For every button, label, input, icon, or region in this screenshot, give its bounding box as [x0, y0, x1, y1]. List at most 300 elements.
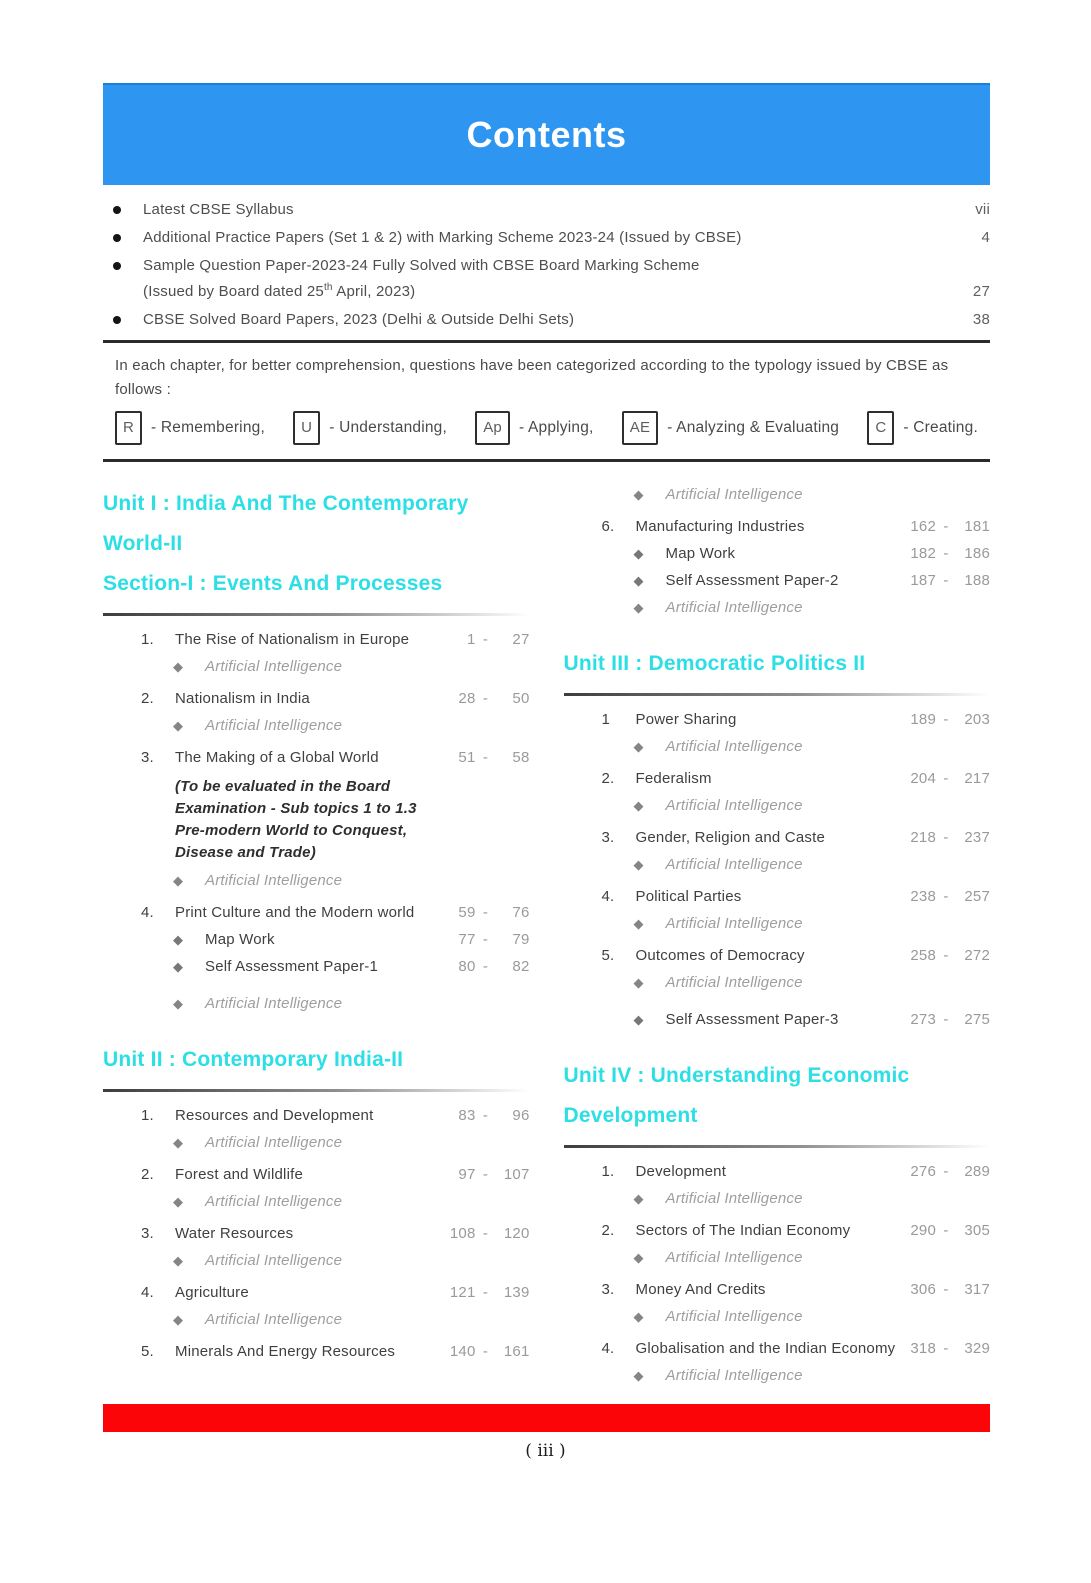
page-to: 96	[512, 1107, 530, 1124]
chapter-title: Agriculture	[175, 1284, 249, 1301]
chapter-number: 1.	[601, 1163, 615, 1180]
diamond-icon: ◆	[173, 959, 184, 974]
front-matter-line	[143, 277, 960, 303]
typology-text: In each chapter, for better comprehension, questions have been categorized according to the typology issued by CBSE as follows :	[115, 357, 949, 398]
page-to: 188	[964, 572, 990, 589]
page-from: 1	[466, 631, 476, 648]
page-to: 50	[512, 690, 530, 707]
unit-heading-line: Section-I : Events And Processes	[103, 572, 443, 595]
page-from: 187	[910, 572, 936, 589]
page-from: 97	[458, 1166, 476, 1183]
front-matter-line	[143, 227, 960, 249]
typology-item	[475, 411, 593, 445]
diamond-icon: ◆	[633, 975, 644, 990]
ai-label: Artificial Intelligence	[205, 995, 343, 1012]
page-range	[902, 710, 990, 730]
toc-chapter-row	[564, 769, 991, 789]
chapter-number: 4.	[141, 1284, 154, 1301]
page-to: 107	[503, 1166, 530, 1183]
typology-item	[622, 411, 839, 445]
unit-section	[564, 644, 991, 696]
page-range-dash: -	[943, 1340, 949, 1357]
diamond-icon: ◆	[173, 996, 184, 1011]
page-number: vii	[975, 201, 990, 218]
page-range-dash: -	[482, 631, 489, 648]
page-range	[902, 1162, 990, 1182]
unit-section	[103, 1040, 530, 1092]
chapter-title: Manufacturing Industries	[635, 518, 805, 535]
page-range	[442, 748, 530, 768]
contents-title: Contents	[466, 114, 627, 155]
toc-chapter-row	[103, 630, 530, 650]
diamond-icon: ◆	[633, 739, 644, 754]
diamond-icon: ◆	[173, 659, 184, 674]
chapter-title: Water Resources	[175, 1225, 294, 1242]
page-from: 108	[449, 1225, 476, 1242]
front-matter-text: CBSE Solved Board Papers, 2023 (Delhi & Outside Delhi Sets)	[143, 311, 575, 328]
page-range	[902, 571, 990, 591]
page-range	[902, 828, 990, 848]
page-from: 121	[449, 1284, 476, 1301]
diamond-icon: ◆	[633, 600, 644, 615]
front-matter-line	[143, 199, 960, 221]
page-to: 275	[964, 1011, 990, 1028]
page-number: 38	[972, 311, 990, 328]
unit-heading-line: Unit II : Contemporary India-II	[103, 1048, 404, 1071]
folio-page-number: ( iii )	[525, 1441, 566, 1461]
diamond-icon: ◆	[633, 916, 644, 931]
page-range	[902, 1010, 990, 1030]
page-range	[442, 957, 530, 977]
chapter-title: Power Sharing	[635, 711, 737, 728]
front-matter-list	[103, 199, 990, 331]
page-from: 290	[910, 1222, 936, 1239]
ai-label: Artificial Intelligence	[205, 1311, 343, 1328]
toc-sub-row	[564, 544, 991, 564]
front-matter-item	[103, 227, 990, 249]
diamond-icon: ◆	[633, 1012, 644, 1027]
typology-code-box: R	[115, 411, 142, 445]
page-from: 318	[910, 1340, 936, 1357]
toc-ai-row	[564, 914, 991, 934]
page-range-dash: -	[943, 711, 949, 728]
page-range	[442, 1106, 530, 1126]
page-range	[442, 1283, 530, 1303]
toc-ai-row	[103, 716, 530, 736]
page-to: 305	[964, 1222, 990, 1239]
page-to: 161	[503, 1343, 530, 1360]
front-matter-line	[143, 255, 960, 277]
toc-chapter-row	[564, 1280, 991, 1300]
page-range	[902, 946, 990, 966]
red-divider-bar	[103, 1404, 990, 1432]
ai-label: Artificial Intelligence	[665, 1249, 803, 1266]
typology-code-box: AE	[622, 411, 658, 445]
page-from: 306	[910, 1281, 936, 1298]
page-from: 276	[910, 1163, 936, 1180]
toc-chapter-row	[564, 946, 991, 966]
contents-header	[103, 83, 990, 185]
page-range	[442, 630, 530, 650]
typology-legend	[115, 411, 978, 445]
chapter-number: 1	[601, 711, 611, 728]
chapter-title: Money And Credits	[635, 1281, 766, 1298]
page-range	[902, 1280, 990, 1300]
toc-chapter-row	[103, 903, 530, 923]
ai-label: Artificial Intelligence	[665, 1308, 803, 1325]
chapter-title: The Rise of Nationalism in Europe	[175, 631, 410, 648]
toc-ai-row	[564, 1189, 991, 1209]
front-matter-text: April, 2023)	[332, 283, 416, 300]
page-range	[442, 1342, 530, 1362]
ai-label: Artificial Intelligence	[665, 1367, 803, 1384]
page-to: 181	[964, 518, 990, 535]
toc-ai-row	[103, 657, 530, 677]
page-range-dash: -	[482, 690, 489, 707]
front-matter-label	[143, 227, 960, 249]
typology-code-box: Ap	[475, 411, 510, 445]
toc-sub-row	[564, 571, 991, 591]
page-range-dash: -	[943, 770, 949, 787]
page-range-dash: -	[943, 1222, 949, 1239]
page-to: 120	[503, 1225, 530, 1242]
diamond-icon: ◆	[173, 1194, 184, 1209]
page-number: 4	[981, 229, 990, 246]
front-matter-text: Additional Practice Papers (Set 1 & 2) with Marking Scheme 2023-24 (Issued by CBSE)	[143, 229, 742, 246]
page-to: 186	[964, 545, 990, 562]
page-number: 27	[972, 283, 990, 300]
page-range-dash: -	[943, 1163, 949, 1180]
toc-chapter-row	[564, 828, 991, 848]
page-range	[442, 903, 530, 923]
chapter-number: 3.	[601, 1281, 615, 1298]
front-matter-text: Sample Question Paper-2023-24 Fully Solved with CBSE Board Marking Scheme	[143, 257, 700, 274]
toc-sub-row	[103, 957, 530, 977]
toc-ai-row	[564, 598, 991, 618]
chapter-number: 3.	[141, 1225, 154, 1242]
chapter-number: 1.	[141, 631, 154, 648]
page-to: 217	[964, 770, 990, 787]
contents-page	[0, 83, 1091, 1432]
page-range-dash: -	[943, 518, 949, 535]
diamond-icon: ◆	[633, 1191, 644, 1206]
chapter-number: 1.	[141, 1107, 154, 1124]
typology-note	[103, 340, 990, 462]
toc-sub-row	[564, 1010, 991, 1030]
ai-label: Artificial Intelligence	[205, 717, 343, 734]
diamond-icon: ◆	[633, 487, 644, 502]
chapter-title: Globalisation and the Indian Economy	[635, 1340, 896, 1357]
toc-ai-row	[103, 871, 530, 891]
page-to: 317	[964, 1281, 990, 1298]
diamond-icon: ◆	[633, 798, 644, 813]
unit-heading-line: World-II	[103, 532, 183, 555]
diamond-icon: ◆	[633, 573, 644, 588]
page-from: 80	[458, 958, 476, 975]
page-to: 329	[964, 1340, 990, 1357]
chapter-number: 2.	[601, 1222, 615, 1239]
toc-ai-row	[103, 994, 530, 1014]
toc-ai-row	[103, 1251, 530, 1271]
page-range	[442, 689, 530, 709]
chapter-number: 2.	[141, 1166, 154, 1183]
page-from: 258	[910, 947, 936, 964]
page-from: 218	[910, 829, 936, 846]
page-from: 204	[910, 770, 936, 787]
chapter-title: Forest and Wildlife	[175, 1166, 304, 1183]
chapter-number: 5.	[141, 1343, 154, 1360]
diamond-icon: ◆	[173, 1312, 184, 1327]
unit-heading	[103, 484, 530, 604]
ai-label: Artificial Intelligence	[205, 1252, 343, 1269]
unit-divider	[103, 613, 530, 616]
bullet-icon	[113, 262, 121, 270]
typology-item-label: - Analyzing & Evaluating	[667, 419, 840, 436]
front-matter-item	[103, 255, 990, 303]
toc-chapter-row	[103, 1342, 530, 1362]
toc-chapter-row	[564, 1162, 991, 1182]
chapter-title: Minerals And Energy Resources	[175, 1343, 396, 1360]
ai-label: Artificial Intelligence	[205, 658, 343, 675]
page-from: 189	[910, 711, 936, 728]
page-to: 203	[964, 711, 990, 728]
ai-label: Artificial Intelligence	[665, 1190, 803, 1207]
page-to: 139	[503, 1284, 530, 1301]
ai-label: Artificial Intelligence	[665, 797, 803, 814]
superscript: th	[323, 282, 333, 293]
typology-code-box: U	[293, 411, 320, 445]
sub-item-title: Self Assessment Paper-2	[665, 572, 839, 589]
page-range	[442, 1165, 530, 1185]
toc-chapter-row	[564, 1339, 991, 1359]
page-range-dash: -	[482, 904, 489, 921]
toc-chapter-row	[103, 1106, 530, 1126]
page-from: 140	[449, 1343, 476, 1360]
page-range-dash: -	[943, 1281, 949, 1298]
toc-columns	[103, 478, 990, 1386]
toc-column-right	[564, 478, 991, 1386]
bullet-icon	[113, 206, 121, 214]
toc-ai-row	[564, 737, 991, 757]
page-range-dash: -	[943, 545, 949, 562]
page-from: 273	[910, 1011, 936, 1028]
page-range-dash: -	[482, 958, 489, 975]
chapter-note	[103, 776, 530, 864]
page-to: 58	[512, 749, 530, 766]
toc-chapter-row	[564, 710, 991, 730]
unit-heading	[103, 1040, 530, 1080]
diamond-icon: ◆	[173, 718, 184, 733]
diamond-icon: ◆	[633, 1309, 644, 1324]
typology-code-box: C	[867, 411, 894, 445]
chapter-note-text: (To be evaluated in the Board Examination - Sub topics 1 to 1.3 Pre-modern World to Conquest, Disease and Trade)	[175, 778, 417, 861]
chapter-title: Resources and Development	[175, 1107, 374, 1124]
front-matter-text: (Issued by Board dated 25	[143, 283, 324, 300]
page-from: 59	[458, 904, 476, 921]
page-range-dash: -	[482, 749, 489, 766]
ai-label: Artificial Intelligence	[665, 486, 803, 503]
ai-label: Artificial Intelligence	[665, 915, 803, 932]
page-from: 83	[458, 1107, 476, 1124]
front-matter-item	[103, 309, 990, 331]
front-matter-item	[103, 199, 990, 221]
chapter-number: 3.	[601, 829, 615, 846]
page-from: 28	[458, 690, 476, 707]
chapter-number: 4.	[141, 904, 154, 921]
bullet-icon	[113, 234, 121, 242]
ai-label: Artificial Intelligence	[665, 974, 803, 991]
page-from: 238	[910, 888, 936, 905]
sub-item-title: Map Work	[665, 545, 736, 562]
chapter-title: Political Parties	[635, 888, 742, 905]
page-range	[442, 930, 530, 950]
unit-heading-line: Unit IV : Understanding Economic	[563, 1064, 910, 1087]
page-range	[902, 544, 990, 564]
diamond-icon: ◆	[633, 546, 644, 561]
sub-item-title: Self Assessment Paper-1	[205, 958, 379, 975]
chapter-number: 4.	[601, 888, 615, 905]
page-to: 82	[512, 958, 530, 975]
page-to: 76	[512, 904, 530, 921]
page-range	[902, 1339, 990, 1359]
typology-item-label: - Creating.	[903, 419, 978, 436]
typology-item-label: - Remembering,	[151, 419, 265, 436]
toc-chapter-row	[564, 517, 991, 537]
chapter-number: 5.	[601, 947, 615, 964]
chapter-title: The Making of a Global World	[175, 749, 379, 766]
chapter-number: 6.	[601, 518, 615, 535]
toc-ai-row	[564, 485, 991, 505]
typology-item	[115, 411, 265, 445]
chapter-title: Development	[635, 1163, 727, 1180]
front-matter-line	[143, 309, 960, 331]
page-from: 77	[458, 931, 476, 948]
page-range-dash: -	[943, 829, 949, 846]
toc-chapter-row	[564, 887, 991, 907]
toc-ai-row	[564, 1366, 991, 1386]
page-from: 162	[910, 518, 936, 535]
chapter-title: Gender, Religion and Caste	[635, 829, 825, 846]
toc-ai-row	[103, 1192, 530, 1212]
front-matter-label	[143, 309, 960, 331]
page-to: 257	[964, 888, 990, 905]
page-range	[902, 1221, 990, 1241]
chapter-title: Sectors of The Indian Economy	[635, 1222, 851, 1239]
chapter-title: Federalism	[635, 770, 712, 787]
unit-heading-line: Development	[563, 1104, 698, 1127]
diamond-icon: ◆	[173, 873, 184, 888]
diamond-icon: ◆	[633, 857, 644, 872]
typology-item	[293, 411, 447, 445]
front-matter-label	[143, 199, 960, 221]
page-from: 51	[458, 749, 476, 766]
toc-ai-row	[103, 1133, 530, 1153]
toc-chapter-row	[103, 1224, 530, 1244]
toc-ai-row	[564, 796, 991, 816]
page-to: 289	[964, 1163, 990, 1180]
typology-item-label: - Applying,	[518, 419, 594, 436]
unit-heading-line: Unit III : Democratic Politics II	[563, 652, 866, 675]
chapter-title: Outcomes of Democracy	[635, 947, 805, 964]
ai-label: Artificial Intelligence	[665, 738, 803, 755]
page-range	[902, 887, 990, 907]
unit-heading	[564, 1056, 991, 1136]
page-to: 237	[964, 829, 990, 846]
bullet-icon	[113, 316, 121, 324]
diamond-icon: ◆	[633, 1368, 644, 1383]
page-range-dash: -	[482, 1166, 489, 1183]
page-range-dash: -	[482, 1107, 489, 1124]
chapter-title: Print Culture and the Modern world	[175, 904, 415, 921]
toc-chapter-row	[103, 689, 530, 709]
unit-divider	[564, 1145, 991, 1148]
page-to: 272	[964, 947, 990, 964]
toc-column-left	[103, 478, 530, 1386]
page-range-dash: -	[482, 1284, 489, 1301]
ai-label: Artificial Intelligence	[205, 1193, 343, 1210]
toc-ai-row	[564, 855, 991, 875]
unit-section	[103, 484, 530, 616]
diamond-icon: ◆	[173, 1135, 184, 1150]
page-range-dash: -	[482, 1343, 489, 1360]
front-matter-label	[143, 255, 960, 303]
ai-label: Artificial Intelligence	[665, 599, 803, 616]
chapter-title: Nationalism in India	[175, 690, 310, 707]
toc-ai-row	[564, 1307, 991, 1327]
ai-label: Artificial Intelligence	[205, 1134, 343, 1151]
typology-item-label: - Understanding,	[329, 419, 448, 436]
diamond-icon: ◆	[633, 1250, 644, 1265]
unit-heading-line: Unit I : India And The Contemporary	[103, 492, 469, 515]
diamond-icon: ◆	[173, 1253, 184, 1268]
front-matter-text: Latest CBSE Syllabus	[143, 201, 294, 218]
typology-item	[867, 411, 978, 445]
toc-ai-row	[103, 1310, 530, 1330]
toc-chapter-row	[103, 748, 530, 768]
page-range-dash: -	[943, 572, 949, 589]
page-range-dash: -	[943, 1011, 949, 1028]
ai-label: Artificial Intelligence	[205, 872, 343, 889]
toc-ai-row	[564, 1248, 991, 1268]
diamond-icon: ◆	[173, 932, 184, 947]
chapter-number: 4.	[601, 1340, 615, 1357]
unit-section	[564, 1056, 991, 1148]
unit-divider	[103, 1089, 530, 1092]
sub-item-title: Map Work	[205, 931, 275, 948]
unit-heading	[564, 644, 991, 684]
page-range-dash: -	[482, 1225, 489, 1242]
chapter-number: 3.	[141, 749, 154, 766]
toc-sub-row	[103, 930, 530, 950]
toc-ai-row	[564, 973, 991, 993]
page-to: 79	[512, 931, 530, 948]
chapter-number: 2.	[601, 770, 615, 787]
page-range	[442, 1224, 530, 1244]
chapter-number: 2.	[141, 690, 154, 707]
ai-label: Artificial Intelligence	[665, 856, 803, 873]
toc-chapter-row	[103, 1283, 530, 1303]
page-range	[902, 769, 990, 789]
page-range	[902, 517, 990, 537]
sub-item-title: Self Assessment Paper-3	[665, 1011, 839, 1028]
page-range-dash: -	[943, 947, 949, 964]
page-to: 27	[512, 631, 530, 648]
page-from: 182	[910, 545, 936, 562]
page-range-dash: -	[943, 888, 949, 905]
toc-chapter-row	[564, 1221, 991, 1241]
page-range-dash: -	[482, 931, 489, 948]
toc-chapter-row	[103, 1165, 530, 1185]
